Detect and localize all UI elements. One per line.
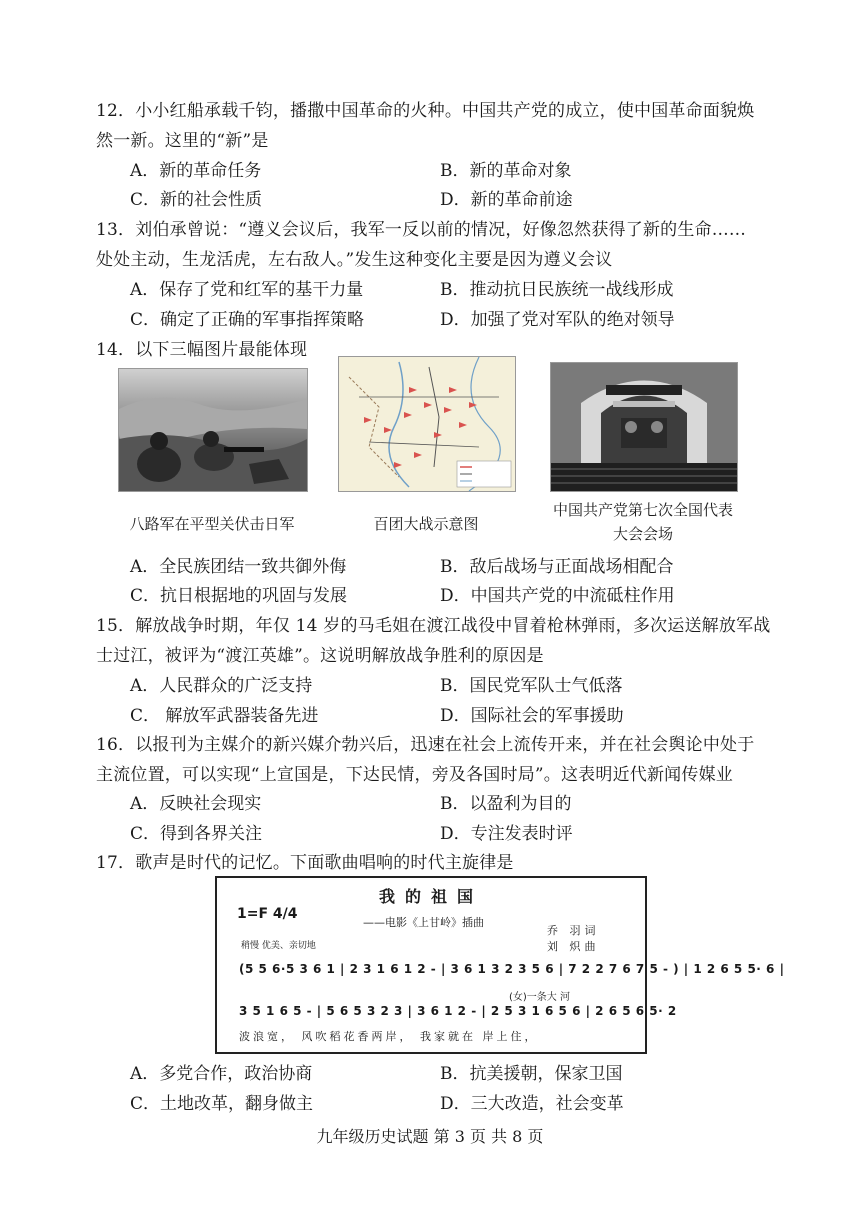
song-lyric-row1: (女)一条大 河 <box>509 992 570 1003</box>
song-score <box>215 876 785 1054</box>
q17-stem: 17．歌声是时代的记忆。下面歌曲唱响的时代主旋律是 <box>96 853 514 873</box>
q16-option-b: B．以盈利为目的 <box>440 794 572 814</box>
q12-option-a: A．新的革命任务 <box>130 161 262 181</box>
pingxingguan-photo <box>118 368 308 492</box>
q14-option-d: D．中国共产党的中流砥柱作用 <box>440 586 675 606</box>
song-tempo: 稍慢 优美、亲切地 <box>241 941 316 951</box>
q15-stem-line2: 士过江，被评为“渡江英雄”。这说明解放战争胜利的原因是 <box>96 646 544 666</box>
q13-stem-line1: 13．刘伯承曾说：“遵义会议后，我军一反以前的情况，好像忽然获得了新的生命…… <box>96 220 747 240</box>
song-notation-row2: 3 5 1 6 5 - | 5 6 5 3 2 3 | 3 6 1 2 - | 2 5 3 1 6 5 6 | 2 6 5 6 5· 2 <box>239 1004 677 1018</box>
song-lyric-row2: 波浪宽， 风吹稻花香两岸， 我家就在 岸上住， <box>239 1030 539 1043</box>
q16-option-d: D．专注发表时评 <box>440 824 573 844</box>
q13-option-c: C．确定了正确的军事指挥策略 <box>130 310 365 330</box>
q17-option-d: D．三大改造，社会变革 <box>440 1094 624 1114</box>
song-composer: 刘 炽曲 <box>547 940 600 953</box>
q17-option-c: C．土地改革，翻身做主 <box>130 1094 314 1114</box>
q16-stem-line1: 16．以报刊为主媒介的新兴媒介勃兴后，迅速在社会上流传开来，并在社会舆论中处于 <box>96 735 755 755</box>
q14-option-a: A．全民族团结一致共御外侮 <box>130 557 347 577</box>
page-footer: 九年级历史试题 第 3 页 共 8 页 <box>316 1127 544 1146</box>
seventh-congress-photo <box>550 362 738 492</box>
q14-stem: 14．以下三幅图片最能体现 <box>96 340 308 360</box>
q15-option-d: D．国际社会的军事援助 <box>440 706 624 726</box>
q12-stem-line1: 12．小小红船承载千钧，播撒中国革命的火种。中国共产党的成立，使中国革命面貌焕 <box>96 101 755 121</box>
q15-stem-line1: 15．解放战争时期，年仅 14 岁的马毛姐在渡江战役中冒着枪林弹雨，多次运送解放军战 <box>96 616 771 636</box>
song-key: 1=F 4/4 <box>237 906 298 922</box>
q13-option-b: B．推动抗日民族统一战线形成 <box>440 280 674 300</box>
photo1-caption: 八路军在平型关伏击日军 <box>129 515 295 533</box>
q12-option-b: B．新的革命对象 <box>440 161 572 181</box>
q15-option-b: B．国民党军队士气低落 <box>440 676 623 696</box>
q13-stem-line2: 处处主动，生龙活虎，左右敌人。”发生这种变化主要是因为遵义会议 <box>96 250 613 270</box>
map-caption: 百团大战示意图 <box>373 515 479 533</box>
q15-option-c: C． 解放军武器装备先进 <box>130 706 319 726</box>
song-notation-row1: (5 5 6·5 3 6 1 | 2 3 1 6 1 2 - | 3 6 1 3 2 3 5 6 | 7 2 2 7 6 7 5 - ) | 1 2 6 5 5· 6 | <box>239 962 785 976</box>
hundred-regiments-map <box>338 356 516 492</box>
q14-option-b: B．敌后战场与正面战场相配合 <box>440 557 674 577</box>
q15-option-a: A．人民群众的广泛支持 <box>130 676 313 696</box>
photo3-caption-line1: 中国共产党第七次全国代表 <box>552 501 733 519</box>
q16-stem-line2: 主流位置，可以实现“上宣国是，下达民情，旁及各国时局”。这表明近代新闻传媒业 <box>96 765 733 785</box>
q13-option-d: D．加强了党对军队的绝对领导 <box>440 310 675 330</box>
q16-option-a: A．反映社会现实 <box>130 794 262 814</box>
song-subtitle: ——电影《上甘岭》插曲 <box>363 916 484 929</box>
q14-option-c: C．抗日根据地的巩固与发展 <box>130 586 348 606</box>
q13-option-a: A．保存了党和红军的基干力量 <box>130 280 364 300</box>
song-title: 我的祖国 <box>378 887 483 906</box>
q12-option-c: C．新的社会性质 <box>130 190 263 210</box>
song-lyricist: 乔 羽词 <box>547 924 600 937</box>
q12-stem-line2: 然一新。这里的“新”是 <box>96 131 269 151</box>
q12-option-d: D．新的革命前途 <box>440 190 573 210</box>
q17-option-a: A．多党合作，政治协商 <box>130 1064 313 1084</box>
photo3-caption-line2: 大会会场 <box>612 525 673 543</box>
q16-option-c: C．得到各界关注 <box>130 824 263 844</box>
q17-option-b: B．抗美援朝，保家卫国 <box>440 1064 623 1084</box>
